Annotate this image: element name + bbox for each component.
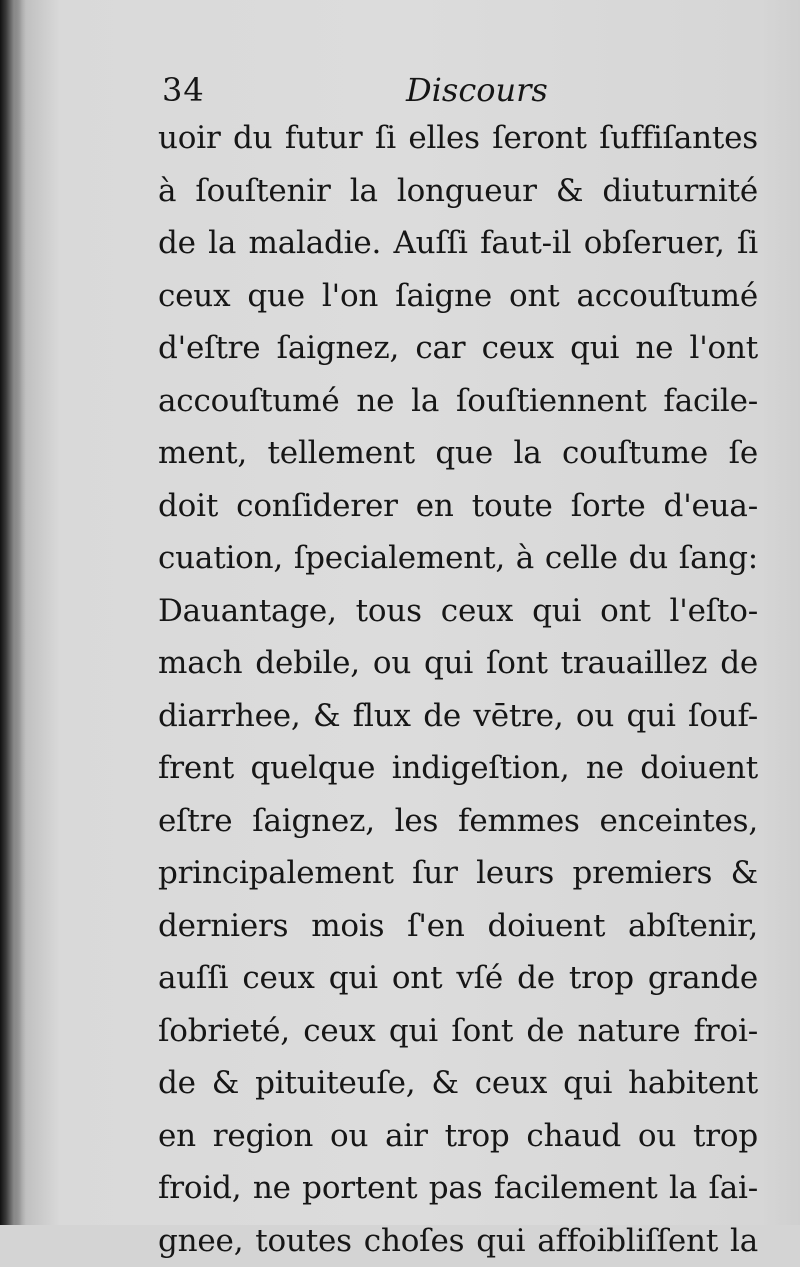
text-line: frent quelque indigeſtion, ne doiuent xyxy=(158,742,758,795)
text-line: diarrhee, & flux de vētre, ou qui ſouf- xyxy=(158,690,758,743)
text-line: ment, tellement que la couſtume ſe xyxy=(158,427,758,480)
text-line: doit conſiderer en toute ſorte d'eua- xyxy=(158,480,758,533)
text-line: ceux que l'on ſaigne ont accouſtumé xyxy=(158,270,758,323)
text-line: Dauantage, tous ceux qui ont l'eſto- xyxy=(158,585,758,638)
text-line: à ſouſtenir la longueur & diuturnité xyxy=(158,165,758,218)
text-line: principalement ſur leurs premiers & xyxy=(158,847,758,900)
text-line: mach debile, ou qui ſont trauaillez de xyxy=(158,637,758,690)
text-line: auſſi ceux qui ont vſé de trop grande xyxy=(158,952,758,1005)
text-line: de & pituiteuſe, & ceux qui habitent xyxy=(158,1057,758,1110)
text-line: gnee, toutes choſes qui affoibliſſent la xyxy=(158,1215,758,1267)
text-line: d'eſtre ſaignez, car ceux qui ne l'ont xyxy=(158,322,758,375)
running-head xyxy=(158,68,758,112)
text-line: eſtre ſaignez, les femmes enceintes, xyxy=(158,795,758,848)
text-line: uoir du futur ſi elles ſeront ſuffiſantes xyxy=(158,112,758,165)
binding-gutter xyxy=(0,0,26,1225)
body-text xyxy=(158,112,758,1267)
text-line: accouſtumé ne la ſouſtiennent facile- xyxy=(158,375,758,428)
text-line: cuation, ſpecialement, à celle du ſang: xyxy=(158,532,758,585)
running-title: Discours xyxy=(406,68,548,112)
text-line: ſobrieté, ceux qui ſont de nature froi- xyxy=(158,1005,758,1058)
page-number: 34 xyxy=(162,68,205,112)
text-line: derniers mois ſ'en doiuent abſtenir, xyxy=(158,900,758,953)
text-line: de la maladie. Auſſi faut-il obſeruer, ſi xyxy=(158,217,758,270)
text-line: en region ou air trop chaud ou trop xyxy=(158,1110,758,1163)
text-line: froid, ne portent pas facilement la ſai- xyxy=(158,1162,758,1215)
